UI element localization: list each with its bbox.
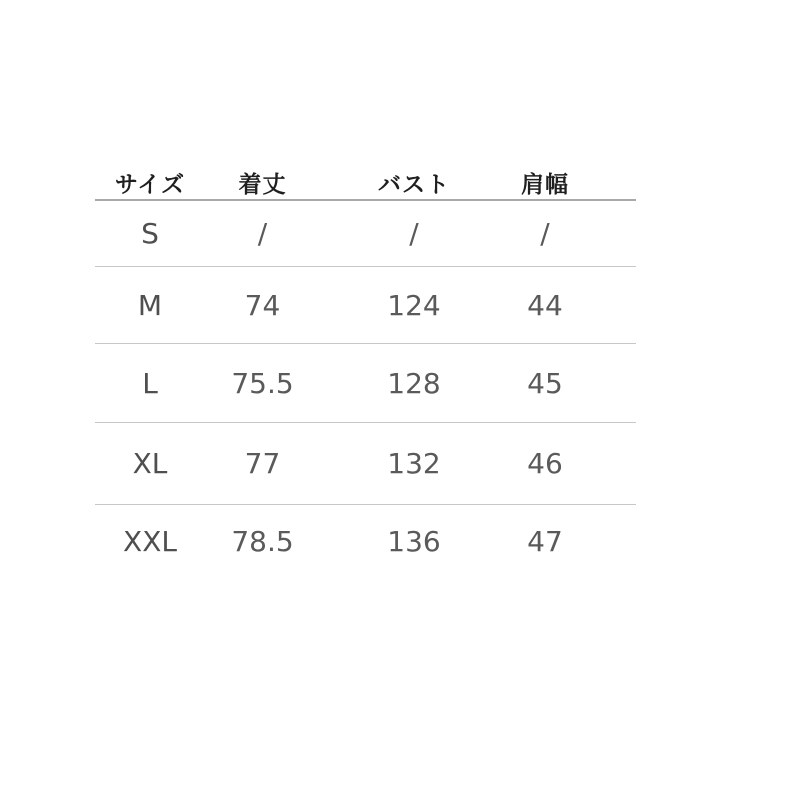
cell-size: M xyxy=(95,267,205,344)
cell-length: / xyxy=(205,200,320,267)
cell-length: 77 xyxy=(205,423,320,505)
cell-size: XL xyxy=(95,423,205,505)
table-row-xl xyxy=(95,423,636,505)
cell-shoulder: / xyxy=(508,200,582,267)
cell-length: 75.5 xyxy=(205,344,320,423)
table-row-l xyxy=(95,344,636,423)
cell-bust: / xyxy=(320,200,508,267)
cell-filler xyxy=(582,344,636,423)
cell-bust: 124 xyxy=(320,267,508,344)
col-header-bust: バスト xyxy=(320,166,508,200)
cell-shoulder: 47 xyxy=(527,524,563,558)
cell-shoulder: 45 xyxy=(508,344,582,423)
col-header-filler xyxy=(582,166,636,200)
cell-filler xyxy=(582,505,636,578)
col-header-length: 着丈 xyxy=(205,166,320,200)
cell-size: XXL xyxy=(123,524,177,558)
size-chart-table xyxy=(95,166,636,577)
cell-length: 78.5 xyxy=(231,524,294,558)
table-row-xxl xyxy=(95,505,636,578)
header-row xyxy=(95,166,636,200)
cell-shoulder: 46 xyxy=(508,423,582,505)
cell-filler xyxy=(582,267,636,344)
table-row-m xyxy=(95,267,636,344)
table-row-s xyxy=(95,200,636,267)
cell-size: S xyxy=(95,200,205,267)
cell-size: L xyxy=(95,344,205,423)
cell-shoulder: 44 xyxy=(508,267,582,344)
cell-bust: 128 xyxy=(320,344,508,423)
cell-bust: 132 xyxy=(320,423,508,505)
cell-filler xyxy=(582,200,636,267)
cell-bust: 136 xyxy=(387,524,441,558)
col-header-shoulder: 肩幅 xyxy=(508,166,582,200)
cell-length: 74 xyxy=(205,267,320,344)
col-header-size: サイズ xyxy=(95,166,205,200)
cell-filler xyxy=(582,423,636,505)
